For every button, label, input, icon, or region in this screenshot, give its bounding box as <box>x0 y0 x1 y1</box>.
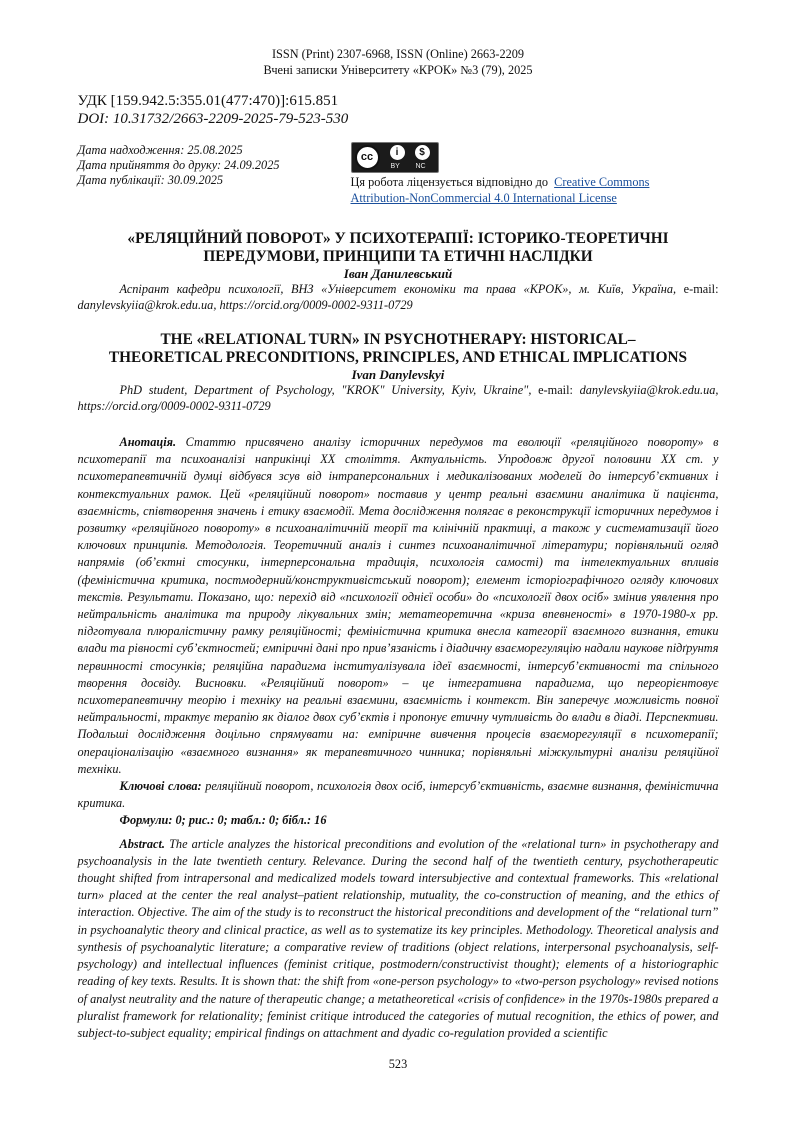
affiliation-uk <box>78 282 719 313</box>
keywords-text: реляційний поворот, психологія двох осіб, інтерсуб’єктивність, взаємне визнання, феміністична критика. <box>77 779 719 811</box>
keywords-label: Ключові слова: <box>119 779 202 794</box>
doi: DOI: 10.31732/2663-2209-2025-79-523-530 <box>77 111 349 127</box>
license-text: Ця робота ліцензується відповідно до <box>350 175 548 189</box>
udk-code: УДК [159.942.5:355.01(477:470)]:615.851 <box>77 93 339 109</box>
affiliation-en-text: PhD student, Department of Psychology, "KROK" University, Kyiv, Ukraine", <box>119 383 532 397</box>
abstract-en <box>78 836 719 1042</box>
cc-icon: cc <box>355 145 380 170</box>
meta-row <box>78 142 719 206</box>
title-uk-line2: ПЕРЕДУМОВИ, ПРИНЦИПИ ТА ЕТИЧНІ НАСЛІДКИ <box>203 248 593 265</box>
noncommercial-icon: $ <box>415 145 430 160</box>
annotation-text: Статтю присвячено аналізу історичних передумов та еволюції «реляційного повороту» в психотерапії та психоаналізі наприкінці ХХ століття. Актуальність. Упродовж другої половини ХХ ст. у психотерапевтичній думці відбувся зсув від інтраперсональних і медикалізованих моделей до інтерсуб’єктивних і контекстуальних рамок. Цей «реляційний поворот» поставив у центр реальні взаємини аналітика й пацієнта, взаємність, співтворення значень і етику взаємодії. Мета дослідження полягає в реконструкції історичних передумов і розвитку «реляційного повороту» в психоаналітичній теорії та клінічній практиці, а також у систематизації його ключових принципів. Методологія. Теоретичний аналіз і синтез психоаналітичної літератури; порівняльний огляд напрямів (об’єктні стосунки, інтерперсональна традиція, психологія самості) та інтелектуальних впливів (феміністична критика, постмодерний/конструктивістський поворот); елемент історіографічного огляду ключових текстів. Результати. Показано, що: перехід від «психології однієї особи» до «психології двох осіб» змінив уявлення про нейтральність аналітика та природу лікувальних змін; метатеоретична «криза впевненості» в 1970-1980-х рр. підготувала плюралістичну рамку реляційності; феміністична критика внесла категорії взаємного визнання, етики влади та рівності суб’єктностей; емпіричні дані про прив’язаність і діадичну взаєморегуляцію надали наукове підґрунтя первинності стосунків; реляційна парадигма інституалізувала ідеї взаємності, інтерсуб’єктивності та спільного творення досвіду. Висновки. «Реляційний поворот» – це інтегративна парадигма, що переорієнтовує психотерапевтичну теорію і техніку на реальні взаємини, взаємність і контекст. Він заперечує можливість повної нейтральності, трактує терапію як діалог двох суб’єктів і пропонує етичну чутливість до влади в діаді. Перспективи. Подальші дослідження доцільно спрямувати на: емпіричне вивчення процесів взаєморегуляції в психотерапії; операціоналізацію «взаємного визнання» як терапевтичного чинника; порівняльні міжкультурні аналізи реляційної техніки. <box>77 435 719 776</box>
title-uk-line1: «РЕЛЯЦІЙНИЙ ПОВОРОТ» У ПСИХОТЕРАПІЇ: ІСТОРИКО-ТЕОРЕТИЧНІ <box>127 230 669 247</box>
publication-dates <box>78 142 351 188</box>
license-statement <box>351 174 719 206</box>
by-label: BY <box>390 163 400 170</box>
title-en-line1: THE «RELATIONAL TURN» IN PSYCHOTHERAPY: HISTORICAL– <box>160 331 636 348</box>
email-label-en: e-mail: <box>538 383 573 397</box>
license-block <box>351 142 719 206</box>
running-header <box>78 46 719 78</box>
nc-label: NC <box>415 163 426 170</box>
page <box>76 0 719 1092</box>
license-link-name[interactable]: Attribution-NonCommercial 4.0 International License <box>350 191 617 205</box>
issn-line: ISSN (Print) 2307-6968, ISSN (Online) 2663-2209 <box>271 47 525 61</box>
date-published: Дата публікації: 30.09.2025 <box>77 173 224 187</box>
cc-license-badge[interactable] <box>351 142 439 173</box>
formulas-text: Формули: 0; рис.: 0; табл.: 0; бібл.: 16 <box>119 813 327 828</box>
formulas-line <box>78 812 719 829</box>
date-received: Дата надходження: 25.08.2025 <box>77 143 243 157</box>
annotation-uk <box>78 434 719 778</box>
date-accepted: Дата прийняття до друку: 24.09.2025 <box>77 158 280 172</box>
affiliation-en <box>78 383 719 414</box>
contacts-uk: danylevskyiia@krok.edu.ua, https://orcid.org/0009-0002-9311-0729 <box>77 297 413 312</box>
email-label-uk: e-mail: <box>683 282 719 296</box>
abstract-label: Abstract. <box>119 836 165 851</box>
contacts-en: danylevskyiia@krok.edu.ua, https://orcid.org/0009-0002-9311-0729 <box>77 383 719 413</box>
author-uk: Іван Данилевський <box>343 266 453 281</box>
title-uk <box>78 230 719 266</box>
author-en: Ivan Danylevskyi <box>351 367 445 382</box>
annotation-label: Анотація. <box>119 435 177 449</box>
affiliation-uk-text: Аспірант кафедри психології, ВНЗ «Університет економіки та права «КРОК», м. Київ, Україна, <box>119 282 677 296</box>
page-number: 523 <box>388 1057 408 1072</box>
attribution-icon: i <box>390 145 405 160</box>
title-en <box>78 331 719 367</box>
keywords-uk <box>78 778 719 812</box>
license-link-cc[interactable]: Creative Commons <box>554 175 650 189</box>
title-en-line2: THEORETICAL PRECONDITIONS, PRINCIPLES, AND ETHICAL IMPLICATIONS <box>108 349 688 366</box>
journal-line: Вчені записки Університету «КРОК» №3 (79), 2025 <box>263 63 533 77</box>
abstract-text: The article analyzes the historical preconditions and evolution of the «relational turn» in psychotherapy and psychoanalysis in the late twentieth century. Relevance. During the second half of the twentieth century, psychotherapeutic thought shifted from intrapersonal and medicalized models toward intersubjective and contextual frameworks. This «relational turn» placed at the center the real analyst–patient relationship, mutuality, the co-construction of meaning, and the ethics of interaction. Objective. The aim of the study is to reconstruct the historical preconditions and development of the “relational turn” in psychoanalytic theory and clinical practice, as well as to systematize its key principles. Methodology. Theoretical analysis and synthesis of psychoanalytic literature; a comparative review of traditions (object relations, interpersonal psychoanalysis, self-psychology) and intellectual influences (feminist critique, postmodern/constructivist thought); elements of a historiographic reading of key texts. Results. It is shown that: the shift from «one-person psychology» to «two-person psychology» revised notions of analyst neutrality and the nature of therapeutic change; a metatheoretical «crisis of confidence» in the 1970s-1980s prepared a pluralist framework for relationality; feminist critique introduced the categories of mutual recognition, the ethics of power, and subject-to-subject equality; empirical findings on attachment and dyadic co-regulation provided a scientific <box>77 836 719 1040</box>
